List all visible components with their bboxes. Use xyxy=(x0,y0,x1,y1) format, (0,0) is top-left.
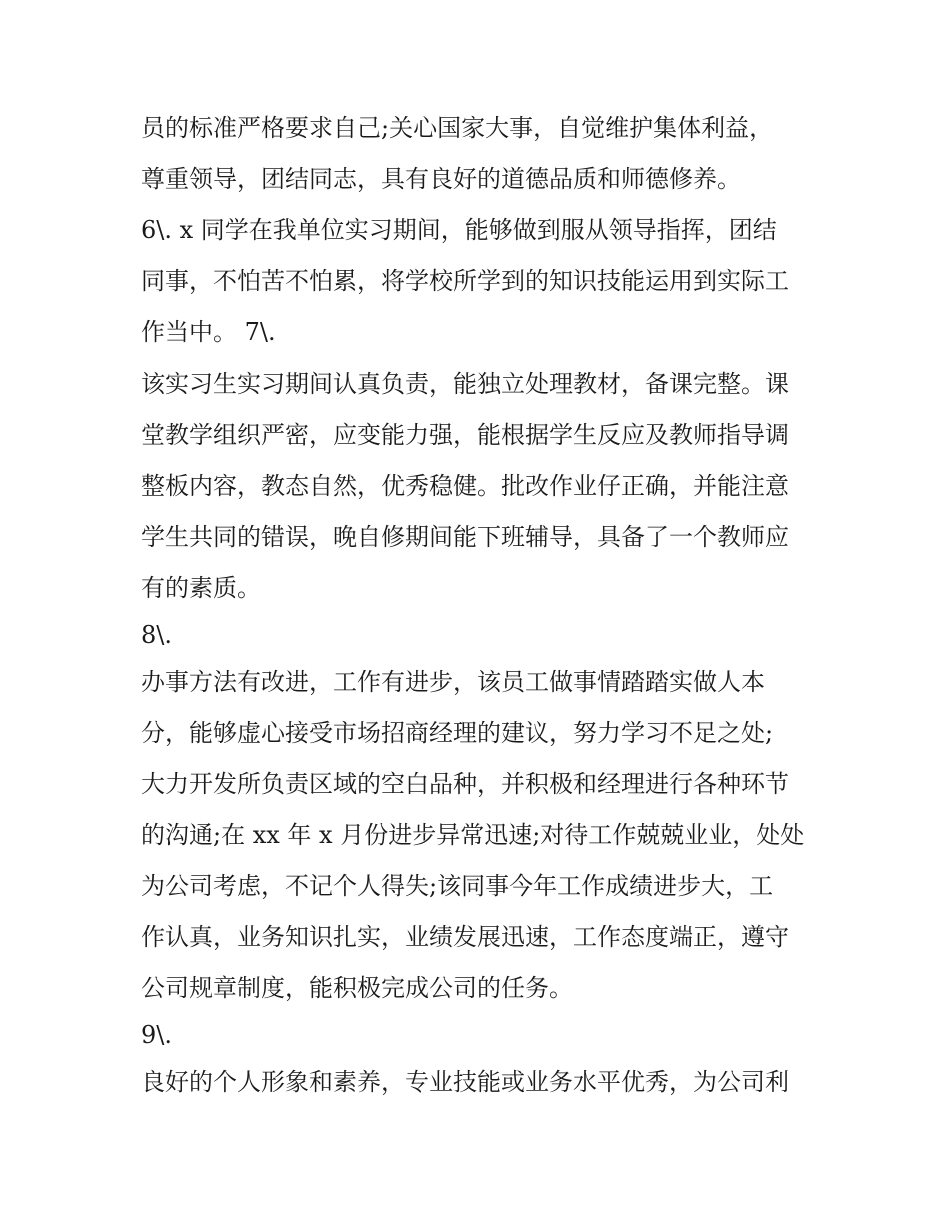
text-line: 学生共同的错误，晚自修期间能下班辅导，具备了一个教师应 xyxy=(141,523,789,551)
text-line: 的沟通;在 xx 年 x 月份进步异常迅速;对待工作兢兢业业，处处 xyxy=(141,821,805,849)
text-line: 员的标准严格要求自己;关心国家大事，自觉维护集体利益， xyxy=(141,114,774,142)
text-line: 整板内容，教态自然，优秀稳健。批改作业仔正确，并能注意 xyxy=(141,472,789,500)
text-line: 公司规章制度，能积极完成公司的任务。 xyxy=(141,974,573,1002)
text-line: 作当中。 7\. xyxy=(141,318,276,346)
text-line: 分，能够虚心接受市场招商经理的建议，努力学习不足之处; xyxy=(141,719,774,747)
text-line: 9\. xyxy=(141,1021,172,1049)
text-line: 有的素质。 xyxy=(141,574,261,602)
text-line: 作认真，业务知识扎实，业绩发展迅速，工作态度端正，遵守 xyxy=(141,923,789,951)
text-line: 同事，不怕苦不怕累，将学校所学到的知识技能运用到实际工 xyxy=(141,267,789,295)
text-line: 6\. x 同学在我单位实习期间，能够做到服从领导指挥，团结 xyxy=(141,216,777,244)
text-line: 尊重领导，团结同志，具有良好的道德品质和师德修养。 xyxy=(141,165,741,193)
text-line: 为公司考虑，不记个人得失;该同事今年工作成绩进步大，工 xyxy=(141,872,774,900)
text-line: 8\. xyxy=(141,621,172,649)
text-line: 该实习生实习期间认真负责，能独立处理教材，备课完整。课 xyxy=(141,370,789,398)
text-line: 堂教学组织严密，应变能力强，能根据学生反应及教师指导调 xyxy=(141,421,789,449)
text-line: 大力开发所负责区域的空白品种，并积极和经理进行各种环节 xyxy=(141,770,789,798)
text-line: 良好的个人形象和素养，专业技能或业务水平优秀，为公司利 xyxy=(141,1068,789,1096)
text-line: 办事方法有改进，工作有进步，该员工做事情踏踏实做人本 xyxy=(141,668,765,696)
